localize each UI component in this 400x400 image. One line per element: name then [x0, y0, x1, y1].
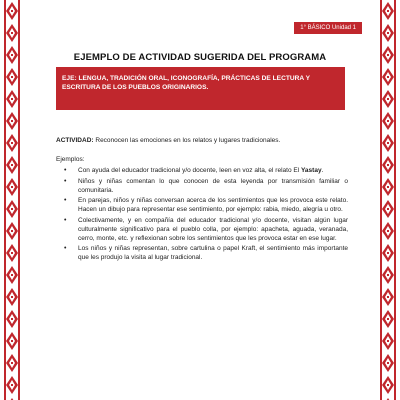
pattern-border-icon [4, 0, 20, 400]
item-bold-text: Yastay [300, 167, 322, 174]
pattern-border-icon [380, 0, 396, 400]
item-text: Niños y niñas comentan lo que conocen de esta leyenda por transmisión familiar o comunitaria. [78, 177, 348, 194]
item-text: Los niños y niñas representan, sobre cartulina o papel Kraft, el sentimiento más importante que les produjo la visita al lugar tradicional. [78, 245, 348, 261]
list-item [78, 216, 348, 243]
decorative-border-left [4, 0, 20, 400]
eje-banner [56, 67, 345, 110]
page-title: EJEMPLO DE ACTIVIDAD SUGERIDA DEL PROGRAMA [73, 52, 327, 63]
decorative-border-right [380, 0, 396, 400]
examples-label: Ejemplos: [56, 156, 85, 163]
activity-content [56, 136, 348, 264]
examples-list [56, 166, 348, 262]
item-text: Colectivamente, y en compañía del educador tradicional y/o docente, visitan algún lugar culturalmente significativo para el pueblo colla, por ejemplo: apacheta, aguada, veranada, cerro, monte, etc. y reflexionan sobre los sentimientos que les provoca estar en ese lugar. [78, 216, 348, 242]
list-item [78, 177, 348, 195]
grade-unit-badge: 1° BÁSICO Unidad 1 [294, 22, 362, 34]
eje-text: EJE: LENGUA, TRADICIÓN ORAL, ICONOGRAFÍA, PRÁCTICAS DE LECTURA Y ESCRITURA DE LOS PUEBLOS ORIGINARIOS. [62, 75, 310, 91]
item-text-end: . [321, 167, 324, 174]
activity-line [56, 136, 348, 145]
item-text: En parejas, niños y niñas conversan acerca de los sentimientos que les provoca este relato. Hacen un dibujo para representar ese sentimiento, por ejemplo: rabia, miedo, alegría u otro. [78, 197, 348, 213]
item-text: Con ayuda del educador tradicional y/o docente, leen en voz alta, el relato El [78, 167, 301, 174]
activity-label: ACTIVIDAD: [56, 137, 94, 144]
activity-text: Reconocen las emociones en los relatos y lugares tradicionales. [93, 137, 281, 144]
list-item [78, 244, 348, 262]
list-item [78, 166, 348, 175]
list-item [78, 196, 348, 214]
